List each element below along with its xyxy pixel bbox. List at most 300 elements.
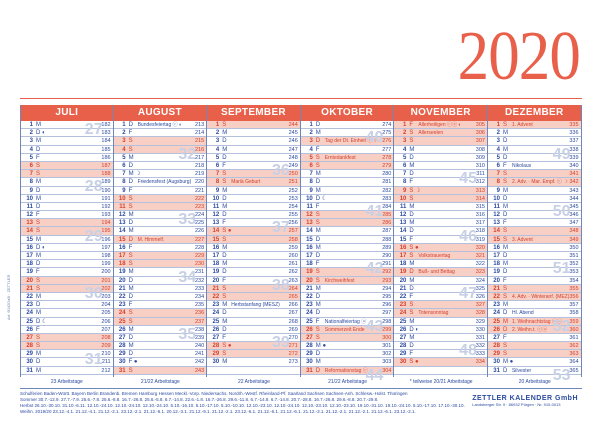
day-number: 16 bbox=[493, 244, 500, 251]
weekday: M bbox=[315, 359, 321, 366]
day-number: 14 bbox=[26, 228, 33, 235]
day-number: 1 bbox=[122, 122, 126, 128]
day-of-year: 354 bbox=[569, 277, 579, 284]
month-column-august bbox=[114, 105, 208, 377]
day-of-year: 220 bbox=[195, 179, 205, 186]
day-of-year: 361 bbox=[569, 334, 579, 341]
day-of-year: 318 bbox=[475, 228, 485, 235]
weekday: S ● bbox=[409, 244, 419, 251]
weekday: M bbox=[36, 351, 41, 358]
day-row bbox=[21, 211, 113, 219]
day-of-year: 231 bbox=[195, 269, 205, 276]
day-row bbox=[301, 367, 394, 375]
day-number: 6 bbox=[122, 162, 126, 169]
day-number: 30 bbox=[26, 359, 33, 366]
day-of-year: 353 bbox=[569, 269, 579, 276]
week-number: 28 bbox=[84, 178, 103, 196]
day-of-year: 319 bbox=[475, 236, 485, 243]
day-number: 8 bbox=[496, 179, 500, 186]
day-number: 16 bbox=[212, 244, 220, 251]
day-of-year: 213 bbox=[195, 122, 205, 128]
weekday: S bbox=[36, 277, 41, 284]
day-number: 12 bbox=[212, 212, 220, 219]
day-of-year: 290 bbox=[382, 253, 392, 259]
day-of-year: 214 bbox=[195, 130, 205, 137]
weekday: M bbox=[128, 269, 134, 276]
day-row bbox=[394, 178, 487, 186]
day-number: 17 bbox=[118, 253, 126, 259]
day-number: 4 bbox=[122, 146, 126, 153]
weekday: M bbox=[128, 285, 134, 292]
day-of-year: 329 bbox=[475, 318, 485, 325]
day-row bbox=[488, 236, 581, 244]
day-number: 7 bbox=[496, 171, 500, 178]
day-row bbox=[114, 260, 207, 268]
day-row bbox=[301, 268, 394, 276]
weekday: D bbox=[36, 302, 41, 309]
day-number: 26 bbox=[26, 326, 33, 333]
weekday: S bbox=[128, 253, 133, 259]
day-of-year: 226 bbox=[195, 228, 205, 235]
day-row bbox=[301, 252, 394, 260]
day-of-year: 313 bbox=[475, 187, 485, 194]
day-number: 2 bbox=[496, 130, 500, 137]
day-number: 5 bbox=[122, 154, 126, 161]
day-number: 5 bbox=[403, 154, 407, 161]
day-row bbox=[488, 211, 581, 219]
weekday: F bbox=[222, 220, 226, 227]
day-of-year: 219 bbox=[195, 171, 205, 178]
day-row bbox=[114, 203, 207, 211]
day-row bbox=[207, 285, 300, 293]
day-number: 13 bbox=[399, 220, 407, 227]
day-number: 11 bbox=[400, 203, 407, 210]
day-number: 18 bbox=[399, 261, 407, 268]
day-of-year: 278 bbox=[382, 154, 392, 161]
weekday: D bbox=[502, 310, 508, 317]
weekday: M bbox=[222, 244, 228, 251]
day-number: 11 bbox=[119, 203, 126, 210]
day-row bbox=[394, 277, 487, 285]
weekday: M bbox=[128, 343, 134, 350]
day-of-year: 331 bbox=[475, 334, 485, 341]
day-number: 3 bbox=[496, 138, 500, 145]
day-number: 8 bbox=[309, 179, 313, 186]
week-number: 35 bbox=[178, 326, 197, 343]
weekday: F ● bbox=[128, 359, 138, 366]
weekday: M bbox=[502, 146, 508, 153]
day-of-year: 299 bbox=[382, 326, 392, 333]
day-row bbox=[301, 358, 394, 366]
day-row bbox=[114, 121, 207, 129]
weekday: S ● bbox=[222, 343, 232, 350]
day-number: 20 bbox=[118, 277, 126, 284]
day-number: 1 bbox=[496, 122, 500, 128]
weekday: M bbox=[222, 130, 228, 137]
day-row bbox=[301, 187, 394, 195]
day-row bbox=[488, 121, 581, 129]
day-number: 12 bbox=[26, 212, 33, 219]
weekday: M bbox=[409, 334, 415, 341]
day-number: 7 bbox=[122, 171, 126, 178]
day-row bbox=[394, 236, 487, 244]
weekday: M bbox=[36, 122, 41, 128]
day-of-year: 348 bbox=[569, 228, 579, 235]
day-of-year: 199 bbox=[101, 261, 111, 268]
holiday-label: 4. Adv. · Winteranf. (MEZ) bbox=[511, 293, 570, 300]
day-row bbox=[207, 358, 300, 366]
day-of-year: 262 bbox=[288, 269, 298, 276]
day-row bbox=[114, 293, 207, 301]
day-number: 28 bbox=[212, 343, 220, 350]
day-of-year: 263 bbox=[288, 277, 298, 284]
day-row bbox=[207, 309, 300, 317]
day-row bbox=[207, 227, 300, 235]
weekday: M bbox=[222, 187, 228, 194]
weekday: S bbox=[36, 162, 41, 169]
day-row bbox=[488, 219, 581, 227]
day-number: 22 bbox=[118, 293, 126, 300]
day-of-year: 200 bbox=[101, 269, 111, 276]
day-of-year: 191 bbox=[101, 195, 111, 202]
weekday: D bbox=[36, 359, 41, 366]
day-row bbox=[394, 195, 487, 203]
day-number: 8 bbox=[215, 179, 220, 186]
week-number: 43 bbox=[365, 317, 384, 335]
weekday: D bbox=[409, 285, 414, 292]
day-of-year: 323 bbox=[475, 269, 485, 276]
day-row bbox=[114, 367, 207, 375]
day-of-year: 273 bbox=[288, 359, 298, 366]
day-number: 6 bbox=[496, 162, 500, 169]
day-row bbox=[394, 260, 487, 268]
day-of-year: 183 bbox=[101, 130, 111, 137]
holiday-label: 2. Weihn.t. ⓒⓐ bbox=[511, 326, 548, 333]
weekday: S bbox=[315, 326, 320, 333]
day-row bbox=[394, 358, 487, 366]
day-of-year: 209 bbox=[101, 343, 111, 350]
day-number: 17 bbox=[306, 253, 313, 259]
day-of-year: 276 bbox=[382, 138, 392, 145]
day-row bbox=[21, 219, 113, 227]
day-number: 22 bbox=[399, 293, 407, 300]
day-number: 16 bbox=[118, 244, 126, 251]
holiday-label: Erntedankfest bbox=[324, 154, 356, 161]
day-of-year: 244 bbox=[288, 122, 298, 128]
day-of-year: 334 bbox=[475, 359, 485, 366]
day-number: 14 bbox=[118, 228, 126, 235]
day-row bbox=[394, 285, 487, 293]
footer-table bbox=[20, 391, 465, 415]
day-number: 3 bbox=[29, 138, 33, 145]
day-of-year: 332 bbox=[475, 343, 485, 350]
day-number: 21 bbox=[306, 285, 313, 292]
day-list bbox=[207, 121, 300, 375]
work-days-label: 22 Arbeitstage bbox=[238, 379, 270, 385]
day-number: 25 bbox=[399, 318, 407, 325]
day-number: 24 bbox=[306, 310, 313, 317]
day-number: 27 bbox=[493, 334, 500, 341]
day-number: 28 bbox=[118, 343, 126, 350]
day-row bbox=[301, 293, 394, 301]
day-of-year: 255 bbox=[288, 212, 298, 219]
weekday: M bbox=[36, 310, 41, 317]
day-row bbox=[21, 227, 113, 235]
day-of-year: 301 bbox=[382, 343, 392, 350]
weekday: F bbox=[315, 203, 320, 210]
day-row bbox=[488, 301, 581, 309]
day-of-year: 289 bbox=[382, 244, 392, 251]
day-of-year: 338 bbox=[569, 146, 579, 153]
weekday: S ● bbox=[409, 359, 419, 366]
day-row bbox=[301, 162, 394, 170]
day-row bbox=[488, 334, 581, 342]
day-of-year: 344 bbox=[569, 195, 579, 202]
day-number: 6 bbox=[215, 162, 220, 169]
footer-line-1: Schulferien Baden-Württ. Bayern Berlin Brandenb. Bremen Hamburg Hessen Meckl.-Vorp. Niedersachs. Nordrh.-Westf. Rheinland-Pf. Saarland Sachsen Sachsen-Anh. Schlesw.-Holst. Thüringen bbox=[20, 391, 408, 396]
day-row bbox=[301, 244, 394, 252]
day-of-year: 254 bbox=[288, 203, 298, 210]
weekday: S bbox=[315, 154, 320, 161]
day-of-year: 184 bbox=[101, 138, 111, 145]
weekday: M ☽ bbox=[128, 171, 141, 178]
day-number: 20 bbox=[399, 277, 407, 284]
weekday: F bbox=[409, 293, 414, 300]
weekday: F bbox=[315, 318, 320, 325]
day-of-year: 302 bbox=[382, 351, 392, 358]
day-row bbox=[394, 170, 487, 178]
day-row bbox=[207, 236, 300, 244]
weekday: F bbox=[128, 302, 133, 309]
day-row bbox=[394, 252, 487, 260]
day-of-year: 218 bbox=[195, 162, 205, 169]
day-number: 18 bbox=[306, 261, 313, 268]
holiday-label: Nikolaus bbox=[511, 162, 532, 169]
month-header: DEZEMBER bbox=[488, 105, 581, 121]
holiday-label: Allerheiligen ⓒⓐ ◐ bbox=[418, 122, 462, 128]
day-row bbox=[21, 334, 113, 342]
day-number: 30 bbox=[399, 359, 407, 366]
day-row bbox=[21, 236, 113, 244]
day-of-year: 327 bbox=[475, 302, 485, 309]
day-row bbox=[114, 137, 207, 145]
day-row bbox=[21, 285, 113, 293]
weekday: M bbox=[502, 130, 508, 137]
holiday-label: Allerseelen bbox=[418, 130, 444, 137]
weekday: M bbox=[315, 302, 321, 309]
day-number: 21 bbox=[26, 285, 33, 292]
day-of-year: 264 bbox=[288, 285, 298, 292]
day-row bbox=[394, 137, 487, 145]
day-number: 14 bbox=[212, 228, 220, 235]
holiday-label: Volkstrauertag bbox=[418, 253, 451, 259]
weekday: M bbox=[128, 326, 134, 333]
day-of-year: 222 bbox=[195, 195, 205, 202]
day-row bbox=[301, 334, 394, 342]
month-column-november bbox=[394, 105, 488, 377]
day-of-year: 337 bbox=[569, 138, 579, 145]
weekday: M bbox=[502, 203, 508, 210]
day-of-year: 364 bbox=[569, 359, 579, 366]
day-number: 14 bbox=[493, 228, 500, 235]
day-row bbox=[21, 252, 113, 260]
weekday: S bbox=[128, 195, 133, 202]
day-of-year: 201 bbox=[101, 277, 111, 284]
weekday: M bbox=[315, 285, 321, 292]
day-of-year: 224 bbox=[195, 212, 205, 219]
weekday: D bbox=[128, 122, 133, 128]
day-number: 2 bbox=[309, 130, 313, 137]
weekday: F bbox=[36, 212, 40, 219]
weekday: S bbox=[409, 253, 414, 259]
day-row bbox=[114, 358, 207, 366]
day-row bbox=[114, 268, 207, 276]
month-header: OKTOBER bbox=[301, 105, 394, 121]
weekday: S bbox=[409, 302, 414, 309]
day-of-year: 188 bbox=[101, 171, 111, 178]
weekday: F bbox=[36, 269, 40, 276]
day-row bbox=[488, 129, 581, 137]
day-of-year: 197 bbox=[101, 244, 111, 251]
day-of-year: 282 bbox=[382, 187, 392, 194]
weekday: D bbox=[409, 343, 414, 350]
day-number: 17 bbox=[212, 253, 220, 259]
day-row bbox=[114, 350, 207, 358]
day-of-year: 281 bbox=[382, 179, 392, 186]
day-of-year: 363 bbox=[569, 351, 579, 358]
day-of-year: 307 bbox=[475, 138, 485, 145]
day-row bbox=[394, 146, 487, 154]
day-number: 11 bbox=[493, 203, 500, 210]
day-row bbox=[301, 277, 394, 285]
day-number: 16 bbox=[399, 244, 407, 251]
day-row bbox=[114, 219, 207, 227]
day-number: 4 bbox=[215, 146, 220, 153]
day-of-year: 293 bbox=[382, 277, 392, 284]
day-of-year: 345 bbox=[569, 203, 579, 210]
day-number: 4 bbox=[309, 146, 313, 153]
day-number: 18 bbox=[493, 261, 500, 268]
day-of-year: 229 bbox=[195, 253, 205, 259]
day-of-year: 190 bbox=[101, 187, 111, 194]
day-row bbox=[21, 260, 113, 268]
weekday: M bbox=[222, 203, 228, 210]
weekday: D bbox=[502, 212, 508, 219]
day-of-year: 285 bbox=[382, 212, 392, 219]
work-days-row bbox=[20, 379, 582, 385]
day-of-year: 270 bbox=[288, 334, 298, 341]
day-number: 26 bbox=[399, 326, 407, 333]
day-number: 1 bbox=[215, 122, 220, 128]
day-of-year: 359 bbox=[569, 318, 579, 325]
day-of-year: 227 bbox=[195, 236, 205, 243]
weekday: D bbox=[128, 236, 133, 243]
day-row bbox=[301, 227, 394, 235]
day-of-year: 240 bbox=[195, 343, 205, 350]
week-number: 34 bbox=[178, 268, 197, 286]
day-row bbox=[114, 170, 207, 178]
weekday: M bbox=[502, 261, 508, 268]
day-of-year: 243 bbox=[195, 367, 205, 374]
holiday-label: Sommerzeit Ende bbox=[324, 326, 365, 333]
day-of-year: 239 bbox=[195, 334, 205, 341]
day-of-year: 356 bbox=[569, 293, 579, 300]
day-number: 1 bbox=[403, 122, 407, 128]
day-row bbox=[488, 244, 581, 252]
weekday: S bbox=[502, 285, 507, 292]
day-of-year: 349 bbox=[569, 236, 579, 243]
weekday: M bbox=[36, 367, 41, 374]
weekday: D bbox=[502, 154, 508, 161]
day-of-year: 330 bbox=[475, 326, 485, 333]
weekday: D bbox=[222, 310, 227, 317]
day-number: 23 bbox=[399, 302, 407, 309]
weekday: D bbox=[222, 154, 227, 161]
weekday: M bbox=[222, 359, 228, 366]
day-number: 20 bbox=[212, 277, 220, 284]
day-number: 21 bbox=[493, 285, 500, 292]
day-row bbox=[114, 318, 207, 326]
weekday: S bbox=[222, 122, 227, 128]
day-number: 7 bbox=[309, 171, 313, 178]
week-number: 29 bbox=[84, 227, 103, 245]
weekday: F bbox=[222, 162, 226, 169]
weekday: M bbox=[36, 236, 41, 243]
day-number: 6 bbox=[309, 162, 313, 169]
day-number: 29 bbox=[212, 351, 220, 358]
week-number: 48 bbox=[459, 342, 477, 360]
day-row bbox=[488, 178, 581, 186]
weekday: M bbox=[315, 187, 321, 194]
day-row bbox=[488, 342, 581, 350]
day-row bbox=[394, 227, 487, 235]
day-of-year: 321 bbox=[475, 253, 485, 259]
weekday: M bbox=[502, 318, 508, 325]
day-row bbox=[301, 318, 394, 326]
day-number: 10 bbox=[399, 195, 407, 202]
weekday: S bbox=[36, 171, 41, 178]
day-row bbox=[207, 195, 300, 203]
day-of-year: 333 bbox=[475, 351, 485, 358]
weekday: D bbox=[315, 179, 321, 186]
weekday: F bbox=[502, 220, 507, 227]
day-number: 5 bbox=[29, 154, 33, 161]
day-of-year: 246 bbox=[288, 138, 298, 145]
weekday: M bbox=[222, 261, 228, 268]
day-of-year: 312 bbox=[475, 179, 485, 186]
day-number: 9 bbox=[215, 187, 220, 194]
day-row bbox=[488, 146, 581, 154]
day-of-year: 249 bbox=[288, 162, 298, 169]
day-row bbox=[301, 326, 394, 334]
month-column-juli bbox=[20, 105, 114, 377]
day-number: 17 bbox=[493, 253, 500, 259]
weekday: M bbox=[36, 293, 41, 300]
day-of-year: 230 bbox=[195, 261, 205, 268]
day-row bbox=[301, 137, 394, 145]
day-of-year: 251 bbox=[288, 179, 298, 186]
day-of-year: 309 bbox=[475, 154, 485, 161]
day-row bbox=[114, 178, 207, 186]
day-row bbox=[301, 203, 394, 211]
weekday: S bbox=[315, 162, 320, 169]
weekday: D bbox=[315, 351, 321, 358]
weekday: S bbox=[409, 130, 414, 137]
day-of-year: 310 bbox=[475, 162, 485, 169]
day-number: 10 bbox=[118, 195, 126, 202]
day-number: 30 bbox=[118, 359, 126, 366]
weekday: D bbox=[409, 228, 414, 235]
